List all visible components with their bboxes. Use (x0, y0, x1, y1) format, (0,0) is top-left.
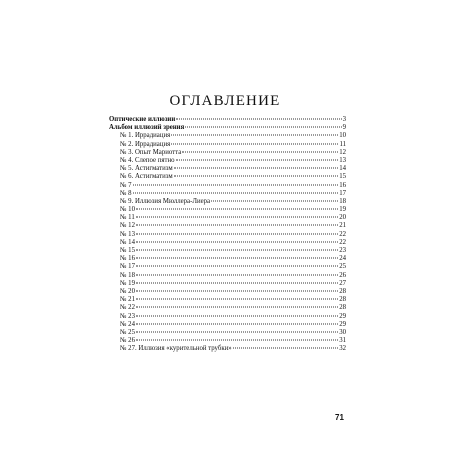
toc-entry (109, 329, 346, 337)
toc-entry-page: 29 (339, 312, 346, 320)
toc-entry-label: № 12 (120, 222, 135, 230)
toc-entry-label: Альбом иллюзий зрения (109, 124, 185, 132)
toc-entry-page: 24 (339, 255, 346, 263)
toc-entry-label: № 3. Опыт Мариотта (120, 148, 182, 156)
toc-entry (109, 124, 346, 132)
toc-entry (109, 182, 346, 190)
toc-entry-label: № 24 (120, 320, 135, 328)
toc-entry-page: 16 (339, 181, 346, 189)
toc-entry (109, 231, 346, 239)
toc-dot-leader (136, 290, 338, 291)
toc-entry-label: № 13 (120, 230, 135, 238)
toc-entry (109, 345, 346, 353)
toc-entry-label: № 17 (120, 263, 135, 271)
toc-entry-label: № 5. Астигматизм (120, 165, 173, 173)
toc-entry-page: 29 (339, 320, 346, 328)
toc-entry (109, 288, 346, 296)
toc-entry (109, 132, 346, 140)
toc-entry-label: № 8 (120, 189, 132, 197)
toc-dot-leader (176, 119, 341, 120)
toc-entry-label: № 6. Астигматизм (120, 173, 173, 181)
toc-dot-leader (176, 159, 339, 160)
toc-dot-leader (136, 225, 338, 226)
toc-dot-leader (185, 127, 341, 128)
toc-entry-label: № 25 (120, 328, 135, 336)
toc-entry-page: 12 (339, 148, 346, 156)
toc-entry (109, 263, 346, 271)
page-number: 71 (335, 413, 344, 422)
toc-entry (109, 313, 346, 321)
toc-dot-leader (136, 241, 338, 242)
toc-entry-page: 28 (339, 296, 346, 304)
toc-entry-label: № 7 (120, 181, 132, 189)
toc-entry-page: 9 (342, 124, 346, 132)
toc-dot-leader (174, 176, 339, 177)
toc-entry-page: 32 (339, 345, 346, 353)
toc-entry-label: № 1. Иррадиация (120, 132, 171, 140)
toc-entry-page: 28 (339, 287, 346, 295)
toc-dot-leader (136, 258, 338, 259)
toc-entry-page: 22 (339, 230, 346, 238)
toc-dot-leader (133, 184, 339, 185)
toc-dot-leader (136, 282, 338, 283)
toc-entry-label: № 11 (120, 214, 135, 222)
toc-entry-label: № 4. Слепое пятно (120, 156, 175, 164)
toc-dot-leader (136, 323, 338, 324)
toc-entry (109, 247, 346, 255)
toc-entry-label: № 16 (120, 255, 135, 263)
page-title: ОГЛАВЛЕНИЕ (169, 93, 281, 109)
toc-dot-leader (136, 307, 338, 308)
toc-entry-label: № 23 (120, 312, 135, 320)
toc-dot-leader (136, 209, 338, 210)
toc-entry (109, 141, 346, 149)
toc-entry (109, 337, 346, 345)
toc-dot-leader (233, 348, 339, 349)
toc-entry-page: 13 (339, 156, 346, 164)
toc-entry (109, 280, 346, 288)
toc-entry-page: 15 (339, 173, 346, 181)
toc-entry-page: 26 (339, 271, 346, 279)
toc-entry-label: № 10 (120, 206, 135, 214)
toc-entry (109, 165, 346, 173)
toc-entry (109, 157, 346, 165)
toc-entry-page: 17 (339, 189, 346, 197)
toc-dot-leader (182, 151, 338, 152)
toc-dot-leader (136, 233, 338, 234)
toc-dot-leader (171, 143, 338, 144)
toc-entry (109, 206, 346, 214)
toc-entry-page: 10 (339, 132, 346, 140)
toc-entry-page: 20 (339, 214, 346, 222)
toc-dot-leader (136, 340, 338, 341)
toc-entry (109, 173, 346, 181)
toc-entry-page: 19 (339, 206, 346, 214)
toc-entry (109, 272, 346, 280)
toc-entry-page: 11 (339, 140, 346, 148)
toc-entry (109, 304, 346, 312)
toc-entry (109, 198, 346, 206)
toc-entry-label: № 14 (120, 238, 135, 246)
toc-entry-page: 25 (339, 263, 346, 271)
toc-dot-leader (136, 315, 338, 316)
toc-entry-page: 27 (339, 279, 346, 287)
toc-entry-label: № 20 (120, 287, 135, 295)
toc-dot-leader (136, 217, 338, 218)
toc-entry-label: № 19 (120, 279, 135, 287)
toc-entry-page: 28 (339, 304, 346, 312)
toc-entry (109, 190, 346, 198)
toc-entry-label: № 26 (120, 337, 135, 345)
toc-entry-label: № 27. Иллюзия «курительной трубки» (120, 345, 232, 353)
table-of-contents (109, 116, 346, 353)
toc-entry-label: Оптические иллюзии (109, 116, 176, 123)
toc-entry-page: 14 (339, 165, 346, 173)
toc-dot-leader (136, 266, 338, 267)
toc-dot-leader (174, 168, 339, 169)
toc-entry (109, 149, 346, 157)
toc-entry-page: 31 (339, 337, 346, 345)
toc-entry (109, 255, 346, 263)
toc-entry-page: 18 (339, 197, 346, 205)
toc-entry (109, 222, 346, 230)
toc-entry (109, 321, 346, 329)
toc-entry-label: № 18 (120, 271, 135, 279)
toc-entry (109, 296, 346, 304)
toc-dot-leader (136, 250, 338, 251)
toc-dot-leader (136, 299, 338, 300)
toc-dot-leader (133, 192, 339, 193)
toc-entry-page: 21 (339, 222, 346, 230)
toc-entry (109, 214, 346, 222)
toc-entry-page: 3 (342, 116, 346, 123)
toc-entry-label: № 22 (120, 304, 135, 312)
toc-dot-leader (211, 200, 338, 201)
toc-entry-page: 22 (339, 238, 346, 246)
toc-entry-label: № 9. Иллюзия Мюллера-Лиера (120, 197, 211, 205)
toc-entry-label: № 2. Иррадиация (120, 140, 171, 148)
toc-dot-leader (171, 135, 338, 136)
toc-dot-leader (136, 274, 338, 275)
toc-entry (109, 239, 346, 247)
toc-dot-leader (136, 331, 338, 332)
toc-entry-label: № 21 (120, 296, 135, 304)
toc-entry-page: 30 (339, 328, 346, 336)
toc-entry-page: 23 (339, 247, 346, 254)
toc-entry-label: № 15 (120, 247, 135, 254)
toc-entry (109, 116, 346, 124)
